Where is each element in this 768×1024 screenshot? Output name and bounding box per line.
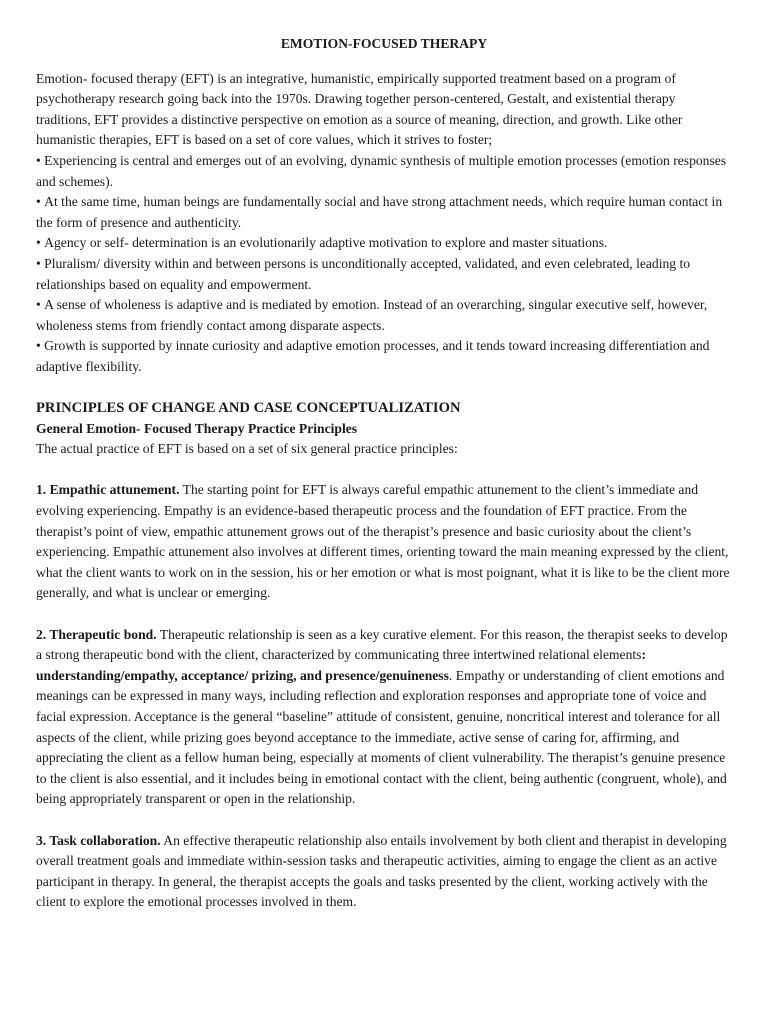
bullet-item: • Growth is supported by innate curiosity and adaptive emotion processes, and it tends toward increasing differentiation and adaptive flexibility.	[36, 336, 732, 377]
principle-text: Therapeutic relationship is seen as a key curative element. For this reason, the therapist seeks to develop a strong therapeutic bond with the client, characterized by communicating three intertwined relational elements	[36, 626, 728, 663]
bullet-item: • A sense of wholeness is adaptive and is mediated by emotion. Instead of an overarching, singular executive self, however, wholeness stems from friendly contact among disparate aspects.	[36, 295, 732, 336]
principle-therapeutic-bond	[36, 625, 732, 810]
bullet-item: • At the same time, human beings are fundamentally social and have strong attachment needs, which require human contact in the form of presence and authenticity.	[36, 192, 732, 233]
subheading-intro: The actual practice of EFT is based on a set of six general practice principles:	[36, 441, 458, 457]
bullet-item: • Experiencing is central and emerges out of an evolving, dynamic synthesis of multiple emotion processes (emotion responses and schemes).	[36, 151, 732, 192]
section-heading: PRINCIPLES OF CHANGE AND CASE CONCEPTUALIZATION	[36, 400, 461, 417]
principle-empathic-attunement	[36, 480, 732, 604]
subheading: General Emotion- Focused Therapy Practice Principles	[36, 420, 358, 436]
principle-task-collaboration	[36, 831, 732, 913]
principle-heading: 1. Empathic attunement.	[36, 482, 180, 498]
page-title: EMOTION-FOCUSED THERAPY	[280, 36, 488, 51]
principle-heading: 2. Therapeutic bond.	[36, 626, 157, 642]
principle-emphasis: : understanding/empathy, acceptance/ prizing, and presence/genuineness	[36, 647, 646, 683]
bullet-item: • Pluralism/ diversity within and between persons is unconditionally accepted, validated, and even celebrated, leading to relationships based on equality and empowerment.	[36, 254, 732, 295]
principle-text: . Empathy or understanding of client emotions and meanings can be expressed in many ways, including reflection and exploration responses and appropriate tone of voice and facial expression. Acceptance is the general “baseline” attitude of consistent, genuine, noncritical interest and tolerance for all aspects of the client, while prizing goes beyond acceptance to the immediate, active sense of caring for, affirming, and appreciating the client as a fellow human being, especially at moments of client vulnerability. The therapist’s genuine presence to the client is also essential, and it includes being in emotional contact with the client, being authentic (congruent, whole), and being appropriately transparent or open in the relationship.	[36, 667, 727, 807]
intro-paragraph: Emotion- focused therapy (EFT) is an integrative, humanistic, empirically supported treatment based on a program of psychotherapy research going back into the 1970s. Drawing together person-centered, Gestalt, and existential therapy traditions, EFT provides a distinctive perspective on emotion as a source of meaning, direction, and growth. Like other humanistic therapies, EFT is based on a set of core values, which it strives to foster;	[36, 70, 683, 148]
bullet-item: • Agency or self- determination is an evolutionarily adaptive motivation to explore and master situations.	[36, 233, 732, 254]
principle-text: An effective therapeutic relationship also entails involvement by both client and therapist in developing overall treatment goals and immediate within-session tasks and therapeutic activities, aiming to engage the client as an active participant in therapy. In general, the therapist accepts the goals and tasks presented by the client, working actively with the client to explore the emotional processes involved in them.	[36, 832, 727, 910]
principle-text: The starting point for EFT is always careful empathic attunement to the client’s immediate and evolving experiencing. Empathy is an evidence-based therapeutic process and the foundation of EFT practice. From the therapist’s point of view, empathic attunement grows out of the therapist’s presence and basic curiosity about the client’s experiencing. Empathic attunement also involves at different times, orienting toward the main meaning expressed by the client, what the client wants to work on in the session, his or her emotion or what is most poignant, what it is like to be the client more generally, and what is unclear or emerging.	[36, 482, 730, 601]
principle-heading: 3. Task collaboration.	[36, 832, 161, 848]
